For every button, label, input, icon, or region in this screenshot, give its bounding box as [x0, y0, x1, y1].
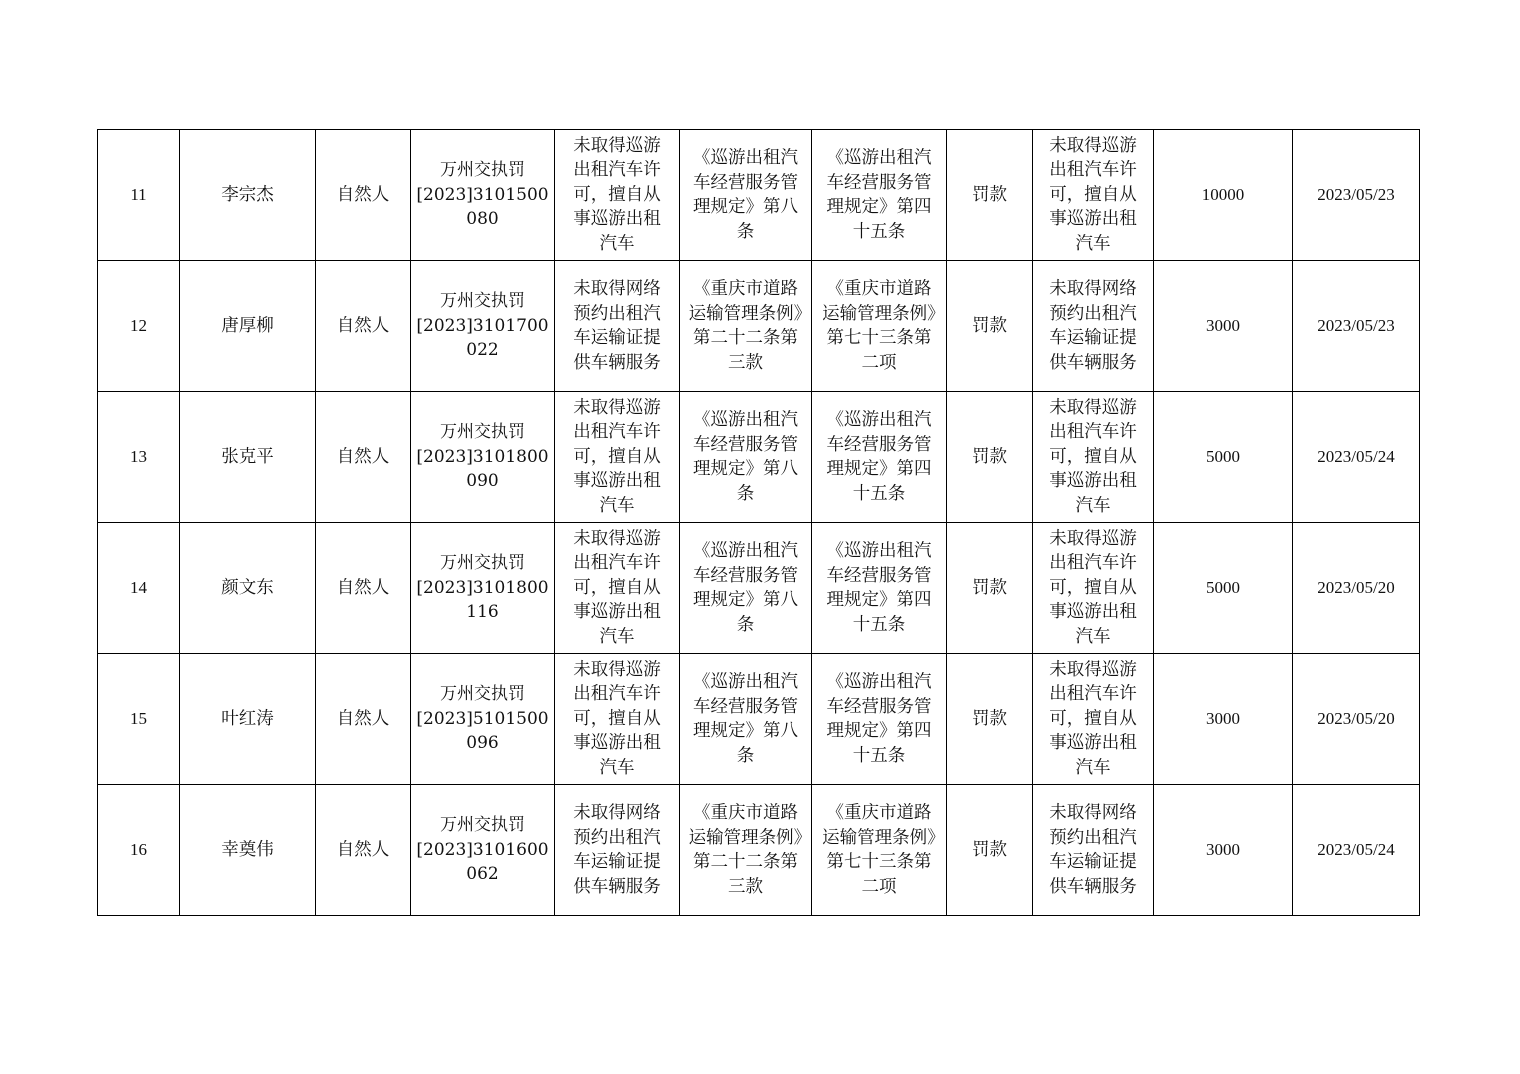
table-row	[98, 523, 1420, 654]
legal-basis-text: 《重庆市道路运输管理条例》第二十二条第三款	[688, 279, 803, 373]
legal-basis-cell	[680, 392, 812, 523]
fine-amount-cell: 10000	[1154, 130, 1293, 261]
case-number-line: 080	[466, 209, 499, 230]
penalty-content-text: 未取得网络预约出租汽车运输证提供车辆服务	[1049, 279, 1137, 373]
penalty-basis-cell	[812, 523, 947, 654]
party-name-cell: 李宗杰	[180, 130, 316, 261]
case-number-cell	[411, 523, 555, 654]
violation-cell	[555, 392, 680, 523]
penalty-content-text: 未取得巡游出租汽车许可，擅自从事巡游出租汽车	[1049, 528, 1137, 647]
violation-cell	[555, 261, 680, 392]
penalty-basis-cell	[812, 785, 947, 916]
row-index-cell: 14	[98, 523, 180, 654]
penalty-basis-text: 《巡游出租汽车经营服务管理规定》第四十五条	[826, 148, 932, 242]
violation-text: 未取得巡游出租汽车许可，擅自从事巡游出租汽车	[573, 659, 661, 778]
case-number-line: [2023]3101800	[416, 446, 549, 467]
decision-date-cell: 2023/05/20	[1293, 523, 1420, 654]
penalty-record-table	[97, 129, 1420, 916]
legal-basis-cell	[680, 785, 812, 916]
case-number-line: 万州交执罚	[440, 815, 525, 836]
penalty-basis-text: 《重庆市道路运输管理条例》第七十三条第二项	[822, 279, 936, 373]
table-row	[98, 130, 1420, 261]
case-number-line: [2023]3101700	[416, 315, 549, 336]
row-index-cell: 12	[98, 261, 180, 392]
penalty-content-text: 未取得巡游出租汽车许可，擅自从事巡游出租汽车	[1049, 135, 1137, 254]
penalty-content-cell	[1033, 130, 1154, 261]
violation-cell	[555, 130, 680, 261]
party-type-cell: 自然人	[316, 392, 411, 523]
party-name-cell: 叶红涛	[180, 654, 316, 785]
decision-date-cell: 2023/05/24	[1293, 785, 1420, 916]
penalty-basis-cell	[812, 654, 947, 785]
penalty-content-text: 未取得网络预约出租汽车运输证提供车辆服务	[1049, 803, 1137, 897]
penalty-type-cell: 罚款	[947, 392, 1033, 523]
case-number-cell	[411, 654, 555, 785]
penalty-type-cell: 罚款	[947, 654, 1033, 785]
violation-text: 未取得网络预约出租汽车运输证提供车辆服务	[573, 803, 661, 897]
decision-date-cell: 2023/05/24	[1293, 392, 1420, 523]
case-number-line: 万州交执罚	[440, 160, 525, 181]
violation-cell	[555, 654, 680, 785]
fine-amount-cell: 3000	[1154, 261, 1293, 392]
penalty-type-cell: 罚款	[947, 523, 1033, 654]
case-number-line: 万州交执罚	[440, 553, 525, 574]
penalty-content-cell	[1033, 523, 1154, 654]
case-number-line: [2023]3101800	[416, 577, 549, 598]
party-name-cell: 幸奠伟	[180, 785, 316, 916]
legal-basis-cell	[680, 654, 812, 785]
party-type-cell: 自然人	[316, 130, 411, 261]
penalty-basis-text: 《巡游出租汽车经营服务管理规定》第四十五条	[826, 672, 932, 766]
legal-basis-cell	[680, 523, 812, 654]
legal-basis-text: 《巡游出租汽车经营服务管理规定》第八条	[693, 541, 798, 635]
party-type-cell: 自然人	[316, 654, 411, 785]
penalty-basis-cell	[812, 130, 947, 261]
legal-basis-text: 《巡游出租汽车经营服务管理规定》第八条	[693, 672, 798, 766]
case-number-line: 090	[466, 471, 499, 492]
penalty-basis-text: 《巡游出租汽车经营服务管理规定》第四十五条	[826, 410, 932, 504]
case-number-cell	[411, 785, 555, 916]
table-row	[98, 392, 1420, 523]
legal-basis-text: 《巡游出租汽车经营服务管理规定》第八条	[693, 410, 798, 504]
penalty-content-cell	[1033, 392, 1154, 523]
penalty-basis-text: 《重庆市道路运输管理条例》第七十三条第二项	[822, 803, 936, 897]
penalty-content-cell	[1033, 785, 1154, 916]
legal-basis-text: 《巡游出租汽车经营服务管理规定》第八条	[693, 148, 798, 242]
row-index-cell: 13	[98, 392, 180, 523]
violation-text: 未取得巡游出租汽车许可，擅自从事巡游出租汽车	[573, 528, 661, 647]
party-name-cell: 唐厚柳	[180, 261, 316, 392]
case-number-line: [2023]3101500	[416, 184, 549, 205]
row-index-cell: 11	[98, 130, 180, 261]
row-index-cell: 15	[98, 654, 180, 785]
decision-date-cell: 2023/05/20	[1293, 654, 1420, 785]
case-number-line: [2023]3101600	[416, 839, 549, 860]
case-number-cell	[411, 130, 555, 261]
penalty-content-text: 未取得巡游出租汽车许可，擅自从事巡游出租汽车	[1049, 397, 1137, 516]
legal-basis-text: 《重庆市道路运输管理条例》第二十二条第三款	[688, 803, 803, 897]
legal-basis-cell	[680, 261, 812, 392]
penalty-basis-cell	[812, 392, 947, 523]
case-number-cell	[411, 392, 555, 523]
penalty-basis-text: 《巡游出租汽车经营服务管理规定》第四十五条	[826, 541, 932, 635]
violation-text: 未取得巡游出租汽车许可，擅自从事巡游出租汽车	[573, 397, 661, 516]
fine-amount-cell: 3000	[1154, 785, 1293, 916]
penalty-content-cell	[1033, 261, 1154, 392]
case-number-line: 022	[466, 340, 499, 361]
case-number-line: 万州交执罚	[440, 291, 525, 312]
case-number-line: 062	[466, 864, 499, 885]
penalty-basis-cell	[812, 261, 947, 392]
case-number-line: 万州交执罚	[440, 422, 525, 443]
penalty-type-cell: 罚款	[947, 130, 1033, 261]
penalty-type-cell: 罚款	[947, 261, 1033, 392]
party-type-cell: 自然人	[316, 785, 411, 916]
table-body	[98, 130, 1420, 916]
penalty-type-cell: 罚款	[947, 785, 1033, 916]
fine-amount-cell: 5000	[1154, 392, 1293, 523]
party-type-cell: 自然人	[316, 261, 411, 392]
violation-cell	[555, 785, 680, 916]
decision-date-cell: 2023/05/23	[1293, 261, 1420, 392]
violation-text: 未取得网络预约出租汽车运输证提供车辆服务	[573, 279, 661, 373]
legal-basis-cell	[680, 130, 812, 261]
case-number-cell	[411, 261, 555, 392]
violation-text: 未取得巡游出租汽车许可，擅自从事巡游出租汽车	[573, 135, 661, 254]
table-row	[98, 261, 1420, 392]
violation-cell	[555, 523, 680, 654]
case-number-line: [2023]5101500	[416, 708, 549, 729]
party-name-cell: 张克平	[180, 392, 316, 523]
fine-amount-cell: 5000	[1154, 523, 1293, 654]
party-type-cell: 自然人	[316, 523, 411, 654]
table-row	[98, 654, 1420, 785]
row-index-cell: 16	[98, 785, 180, 916]
penalty-content-text: 未取得巡游出租汽车许可，擅自从事巡游出租汽车	[1049, 659, 1137, 778]
fine-amount-cell: 3000	[1154, 654, 1293, 785]
case-number-line: 万州交执罚	[440, 684, 525, 705]
case-number-line: 116	[466, 602, 499, 623]
decision-date-cell: 2023/05/23	[1293, 130, 1420, 261]
party-name-cell: 颜文东	[180, 523, 316, 654]
table-row	[98, 785, 1420, 916]
case-number-line: 096	[466, 733, 499, 754]
penalty-content-cell	[1033, 654, 1154, 785]
